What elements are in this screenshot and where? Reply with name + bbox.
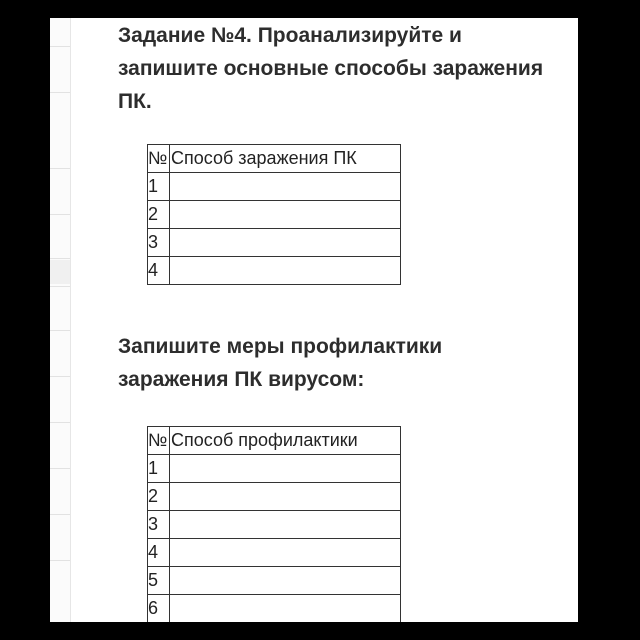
answer-cell[interactable] (170, 511, 401, 539)
table-row (148, 257, 401, 285)
row-number: 3 (148, 229, 170, 257)
row-number: 5 (148, 567, 170, 595)
prevention-heading: Запишите меры профилактики заражения ПК вирусом: (118, 335, 443, 391)
table-row (148, 455, 401, 483)
answer-cell[interactable] (170, 455, 401, 483)
row-number: 1 (148, 173, 170, 201)
header-number-cell: № (148, 427, 170, 455)
document-page (50, 18, 578, 622)
table-header-row (148, 145, 401, 173)
table-row (148, 201, 401, 229)
prevention-methods-table (147, 426, 401, 622)
answer-cell[interactable] (170, 567, 401, 595)
row-number: 3 (148, 511, 170, 539)
answer-cell[interactable] (170, 595, 401, 623)
row-number: 6 (148, 595, 170, 623)
header-number-cell: № (148, 145, 170, 173)
row-number: 4 (148, 257, 170, 285)
row-number: 2 (148, 201, 170, 229)
row-number: 1 (148, 455, 170, 483)
answer-cell[interactable] (170, 483, 401, 511)
table-row (148, 229, 401, 257)
answer-cell[interactable] (170, 257, 401, 285)
answer-cell[interactable] (170, 539, 401, 567)
table-row (148, 173, 401, 201)
table-header-row (148, 427, 401, 455)
header-prevention-cell: Способ профилактики (170, 427, 401, 455)
left-sidebar-strip (50, 18, 71, 622)
row-number: 4 (148, 539, 170, 567)
table-row (148, 595, 401, 623)
table-row (148, 483, 401, 511)
table-row (148, 567, 401, 595)
answer-cell[interactable] (170, 201, 401, 229)
table-row (148, 511, 401, 539)
task-heading: Задание №4. Проанализируйте и запишите основные способы заражения ПК. (118, 24, 544, 113)
table-row (148, 539, 401, 567)
row-number: 2 (148, 483, 170, 511)
answer-cell[interactable] (170, 173, 401, 201)
answer-cell[interactable] (170, 229, 401, 257)
header-method-cell: Способ заражения ПК (170, 145, 401, 173)
infection-methods-table (147, 144, 401, 285)
